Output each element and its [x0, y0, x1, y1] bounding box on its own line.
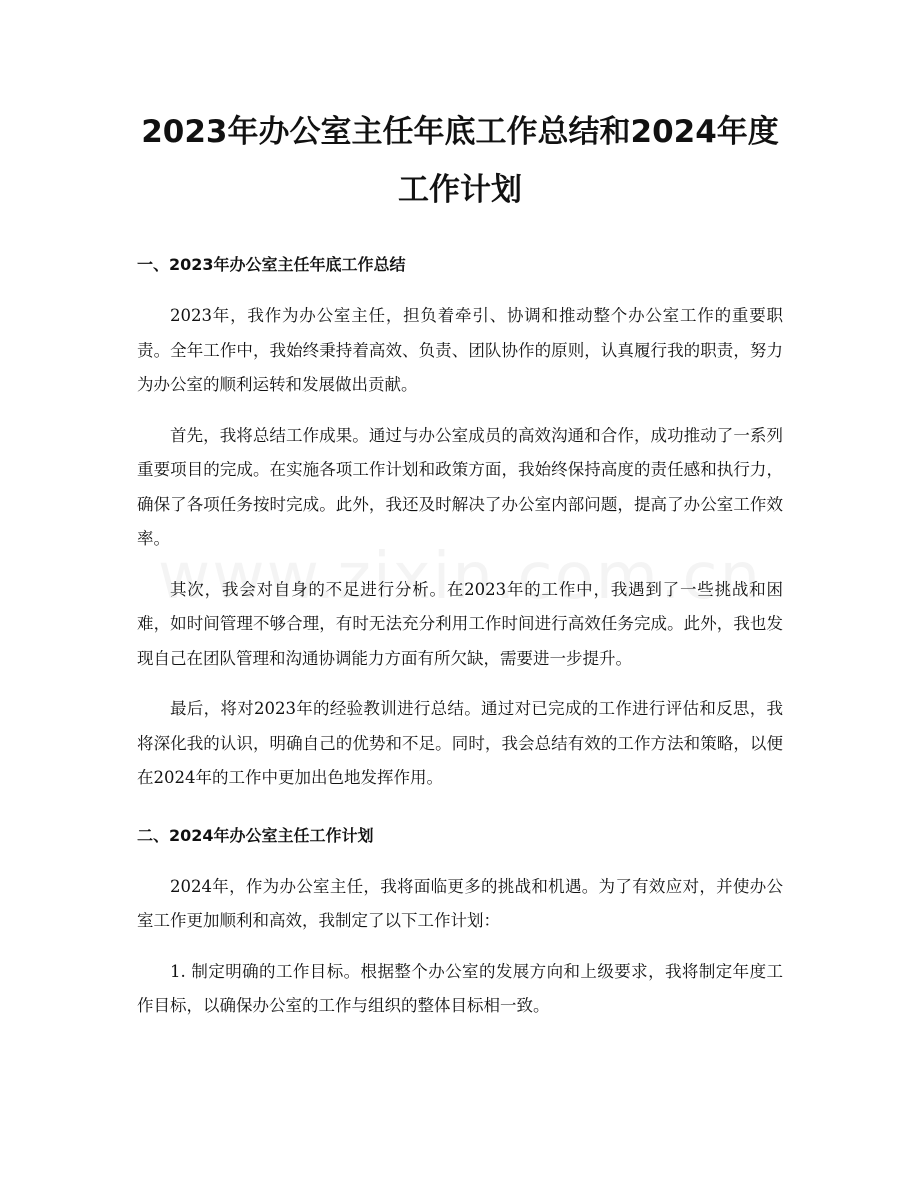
section-heading-1: 一、2023年办公室主任年底工作总结 — [137, 255, 406, 274]
paragraph: 最后，将对2023年的经验教训进行总结。通过对已完成的工作进行评估和反思，我将深化我的认识，明确自己的优势和不足。同时，我会总结有效的工作方法和策略，以便在2024年的工作中更加出色地发挥作用。 — [137, 699, 783, 787]
document-title: 2023年办公室主任年底工作总结和2024年度工作计划 — [141, 114, 779, 208]
paragraph: 2024年，作为办公室主任，我将面临更多的挑战和机遇。为了有效应对，并使办公室工作更加顺利和高效，我制定了以下工作计划： — [137, 876, 783, 930]
section-heading-2: 二、2024年办公室主任工作计划 — [137, 825, 374, 845]
paragraph: 2023年，我作为办公室主任，担负着牵引、协调和推动整个办公室工作的重要职责。全年工作中，我始终秉持着高效、负责、团队协作的原则，认真履行我的职责，努力为办公室的顺利运转和发展做出贡献。 — [137, 306, 783, 394]
paragraph: 1. 制定明确的工作目标。根据整个办公室的发展方向和上级要求，我将制定年度工作目标，以确保办公室的工作与组织的整体目标相一致。 — [137, 961, 783, 1015]
paragraph: 其次，我会对自身的不足进行分析。在2023年的工作中，我遇到了一些挑战和困难，如时间管理不够合理，有时无法充分利用工作时间进行高效任务完成。此外，我也发现自己在团队管理和沟通协调能力方面有所欠缺，需要进一步提升。 — [137, 579, 783, 668]
paragraph: 首先，我将总结工作成果。通过与办公室成员的高效沟通和合作，成功推动了一系列重要项目的完成。在实施各项工作计划和政策方面，我始终保持高度的责任感和执行力，确保了各项任务按时完成。此外，我还及时解决了办公室内部问题，提高了办公室工作效率。 — [137, 425, 783, 548]
